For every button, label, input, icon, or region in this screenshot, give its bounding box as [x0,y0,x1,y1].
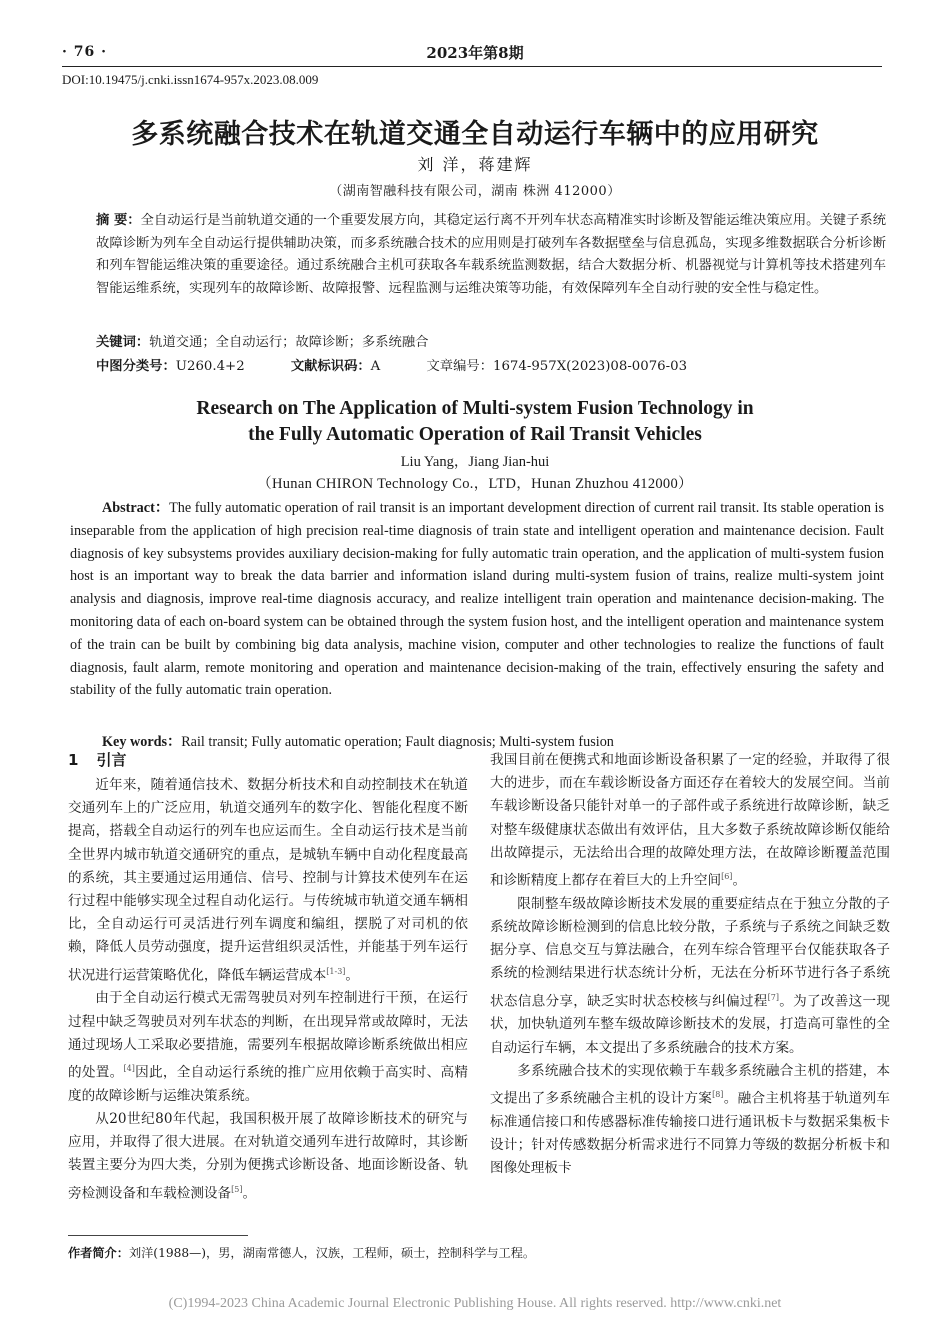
paragraph [68,774,468,987]
article-number-label: 文章编号： [426,359,493,374]
keywords-en-label: Key words： [102,734,182,750]
paragraph-end: 。为了改善这一现状，加快轨道列车整车级故障诊断技术的发展，打造高可靠性的全自动运行车辆，本文提出了多系统融合的技术方案。 [490,993,891,1056]
clc-label: 中图分类号： [96,359,176,374]
paragraph [68,1108,468,1205]
body-left-column [68,774,468,1205]
abstract-en [70,497,884,702]
citation[interactable]: [5] [231,1184,243,1194]
paragraph-text: 由于全自动运行模式无需驾驶员对列车控制进行干预，在运行过程中缺乏驾驶员对列车状态的判断，在出现异常或故障时，无法通过现场人工采取必要措施，需要列车根据故障诊断系统做出相应的处置。 [68,990,468,1081]
keywords-cn-label: 关键词： [96,335,150,350]
section-title: 引言 [96,751,127,769]
authors-cn: 刘 洋，蒋建辉 [417,155,533,174]
authors-en: Liu Yang，Jiang Jian-hui [400,454,550,470]
journal-issue: 2023年第8期 [426,44,524,62]
abstract-en-text: The fully automatic operation of rail transit is an important development direction of current rail transit. Its stable operation is inseparable from the application of high precision real-time diagnosis of train state and intelligent operation and maintenance decision. Fault diagnosis of key subsystems provides auxiliary decision-making for fully automatic train operation, and the application of multi-system fusion host is an important way to break the data barrier and information island during multi-system fusion of trains, realize multi-system joint analysis and diagnosis, improve real-time diagnosis accuracy, and realize intelligent train operation and maintenance decision-making. The monitoring data of each on-board system can be obtained through the system fusion host, and the intelligent operation and maintenance system of the train can be built by combining big data analysis, machine vision, computer and other technologies to realize the functions of fault diagnosis, fault alarm, remote monitoring and operation and maintenance decision-making of the train, effectively ensuring the safety and stability of the fully automatic train operation. [70,500,884,699]
footnote-label: 作者简介： [68,1246,129,1260]
citation[interactable]: [1-3] [326,966,346,976]
keywords-en-text: Rail transit; Fully automatic operation; Fault diagnosis; Multi-system fusion [181,734,614,750]
paragraph-end: 。 [242,1185,257,1202]
paragraph-end: 。融合主机将基于轨道列车标准通信接口和传感器标准传输接口进行通讯板卡与数据采集板卡设计；针对传感数据分析需求进行不同算力等级的数据分析板卡和图像处理板卡 [490,1090,891,1177]
keywords-cn [96,331,428,350]
page-number: · 76 · [62,44,107,60]
citation[interactable]: [6] [721,872,733,882]
keywords-cn-text: 轨道交通；全自动运行；故障诊断；多系统融合 [149,335,429,350]
doc-code-label: 文献标识码： [290,359,371,374]
classification-row [96,355,886,374]
title-en [0,396,950,448]
clc-value: U260.4+2 [175,359,245,374]
body-right-column [490,749,890,1180]
paragraph [490,1060,890,1181]
citation[interactable]: [4] [123,1063,135,1073]
section-number: 1 [68,751,79,769]
paragraph-end: 。 [732,872,747,889]
title-en-line1: Research on The Application of Multi-system Fusion Technology in [196,398,754,419]
header-rule [62,66,882,67]
paragraph-text: 限制整车级故障诊断技术发展的重要症结点在于独立分散的子系统故障诊断检测到的信息比较分散，子系统与子系统之间缺乏数据分享、信息交互与算法融合，在列车综合管理平台仅能获取各子系统的检测结果进行状态统计分析，无法在分析环节进行各子系统状态信息分享，缺乏实时状态校核与纠偏过程 [490,895,890,1010]
paragraph-end: 因此，全自动运行系统的推广应用依赖于高实时、高精度的故障诊断与运维决策系统。 [68,1064,469,1104]
paragraph-text: 多系统融合技术的实现依赖于车载多系统融合主机的搭建，本文提出了多系统融合主机的设计方案 [490,1062,890,1107]
doi: DOI:10.19475/j.cnki.issn1674-957x.2023.08.009 [62,72,319,87]
section-heading [68,749,126,770]
title-cn: 多系统融合技术在轨道交通全自动运行车辆中的应用研究 [131,119,819,150]
keywords-en [102,731,614,751]
paragraph-text: 从20世纪80年代起，我国积极开展了故障诊断技术的研究与应用，并取得了很大进展。在对轨道交通列车进行故障时，其诊断装置主要分为四大类，分别为便携式诊断设备、地面诊断设备、轨旁检测设备和车载检测设备 [68,1110,468,1202]
citation[interactable]: [8] [712,1089,724,1099]
footnote-rule [68,1235,248,1236]
affiliation-en: （Hunan CHIRON Technology Co.，LTD，Hunan Zhuzhou 412000） [257,476,693,492]
title-en-line2: the Fully Automatic Operation of Rail Transit Vehicles [248,424,702,445]
citation[interactable]: [7] [767,992,779,1002]
affiliation-cn: （湖南智融科技有限公司，湖南 株洲 412000） [329,184,621,199]
abstract-cn-text: 全自动运行是当前轨道交通的一个重要发展方向，其稳定运行离不开列车状态高精准实时诊断及智能运维决策应用。关键子系统故障诊断为列车全自动运行提供辅助决策，而多系统融合技术的应用则是打破列车各数据壁垒与信息孤岛，实现多维数据联合分析诊断和列车智能运维决策的重要途径。通过系统融合主机可获取各车载系统监测数据，结合大数据分析、机器视觉与计算机等技术搭建列车智能运维系统，实现列车的故障诊断、故障报警、远程监测与运维决策等功能，有效保障列车全自动行驶的安全性与稳定性。 [96,213,886,296]
paragraph-text: 近年来，随着通信技术、数据分析技术和自动控制技术在轨道交通列车上的广泛应用，轨道交通列车的数字化、智能化程度不断提高，搭载全自动运行的列车也应运而生。全自动运行技术是当前全世界内城市轨道交通研究的重点，是城轨车辆中自动化程度最高的系统，其主要通过运用通信、信号、控制与计算技术使列车在运行过程中能够实现全过程自动化运行。与传统城市轨道交通车辆相比，全自动运行可灵活进行列车调度和编组，摆脱了对司机的依赖，降低人员劳动强度，提升运营组织灵活性，并能基于列车运行状况进行运营策略优化，降低车辆运营成本 [68,777,468,984]
footnote-text: 刘洋(1988—)，男，湖南常德人，汉族，工程师，硕士，控制科学与工程。 [128,1246,536,1260]
article-number-value: 1674-957X(2023)08-0076-03 [493,359,688,374]
paragraph-end: 。 [345,967,359,984]
author-footnote [68,1244,535,1261]
abstract-cn-label: 摘 要： [96,213,141,228]
paragraph [490,893,890,1060]
doc-code-value: A [370,359,381,374]
paragraph [490,749,890,893]
paragraph [68,987,468,1108]
paragraph-text: 我国目前在便携式和地面诊断设备积累了一定的经验，并取得了很大的进步，而在车载诊断设备方面还存在着较大的发展空间。当前车载诊断设备只能针对单一的子部件或子系统进行故障诊断，缺乏对整车级健康状态做出有效评估，且大多数子系统故障诊断仅能给出故障提示，无法给出合理的故障处理方法，在故障诊断覆盖范围和诊断精度上都存在着巨大的上升空间 [490,752,890,889]
copyright-line: (C)1994-2023 China Academic Journal Electronic Publishing House. All rights reserved. http://www.cnki.net [168,1296,782,1311]
abstract-en-label: Abstract： [102,500,170,516]
abstract-cn [96,210,886,300]
